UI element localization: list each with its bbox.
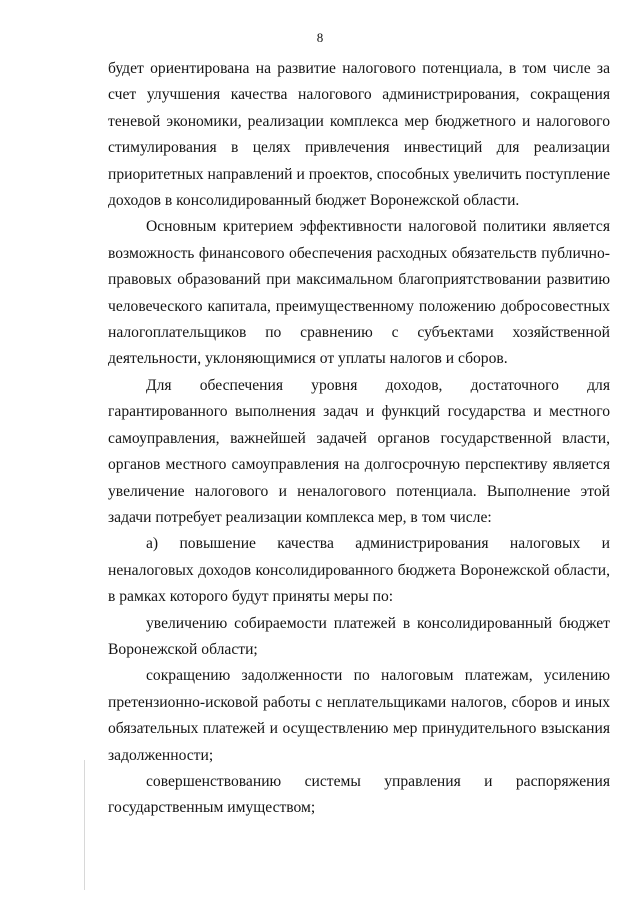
paragraph-continuation: будет ориентирована на развитие налогового потенциала, в том числе за счет улучшения качества налогового администрирования, сокращения теневой экономики, реализации комплекса мер бюджетного и налогового стимулирования в целях привлечения инвестиций для реализации приоритетных направлений и проектов, способных увеличить поступление доходов в консолидированный бюджет Воронежской области. xyxy=(108,60,610,210)
list-item-debt-reduction: сокращению задолженности по налоговым платежам, усилению претензионно-исковой работы с неплательщиками налогов, сборов и иных обязательных платежей и осуществлению мер принудительного взыскания задолженности; xyxy=(108,667,610,764)
paragraph-criterion: Основным критерием эффективности налоговой политики является возможность финансового обеспечения расходных обязательств публично-правовых образований при максимальном благоприятствовании развитию человеческого капитала, преимущественному положению добросовестных налогоплательщиков по сравнению с субъектами хозяйственной деятельности, уклоняющимися от уплаты налогов и сборов. xyxy=(108,218,610,368)
paragraph-revenue-measures: Для обеспечения уровня доходов, достаточного для гарантированного выполнения задач и функций государства и местного самоуправления, важнейшей задачей органов государственной власти, органов местного самоуправления на долгосрочную перспективу является увеличение налогового и неналогового потенциала. Выполнение этой задачи потребует реализации комплекса мер, в том числе: xyxy=(108,376,610,526)
scan-margin-mark xyxy=(84,760,85,890)
document-body xyxy=(108,56,610,822)
list-item-property-management: совершенствованию системы управления и распоряжения государственным имуществом; xyxy=(108,772,610,817)
page-number: 8 xyxy=(316,30,324,45)
list-item-collection: увеличению собираемости платежей в консолидированный бюджет Воронежской области; xyxy=(108,614,610,658)
list-item-a: а) повышение качества администрирования налоговых и неналоговых доходов консолидированного бюджета Воронежской области, в рамках которого будут приняты меры по: xyxy=(108,535,610,606)
